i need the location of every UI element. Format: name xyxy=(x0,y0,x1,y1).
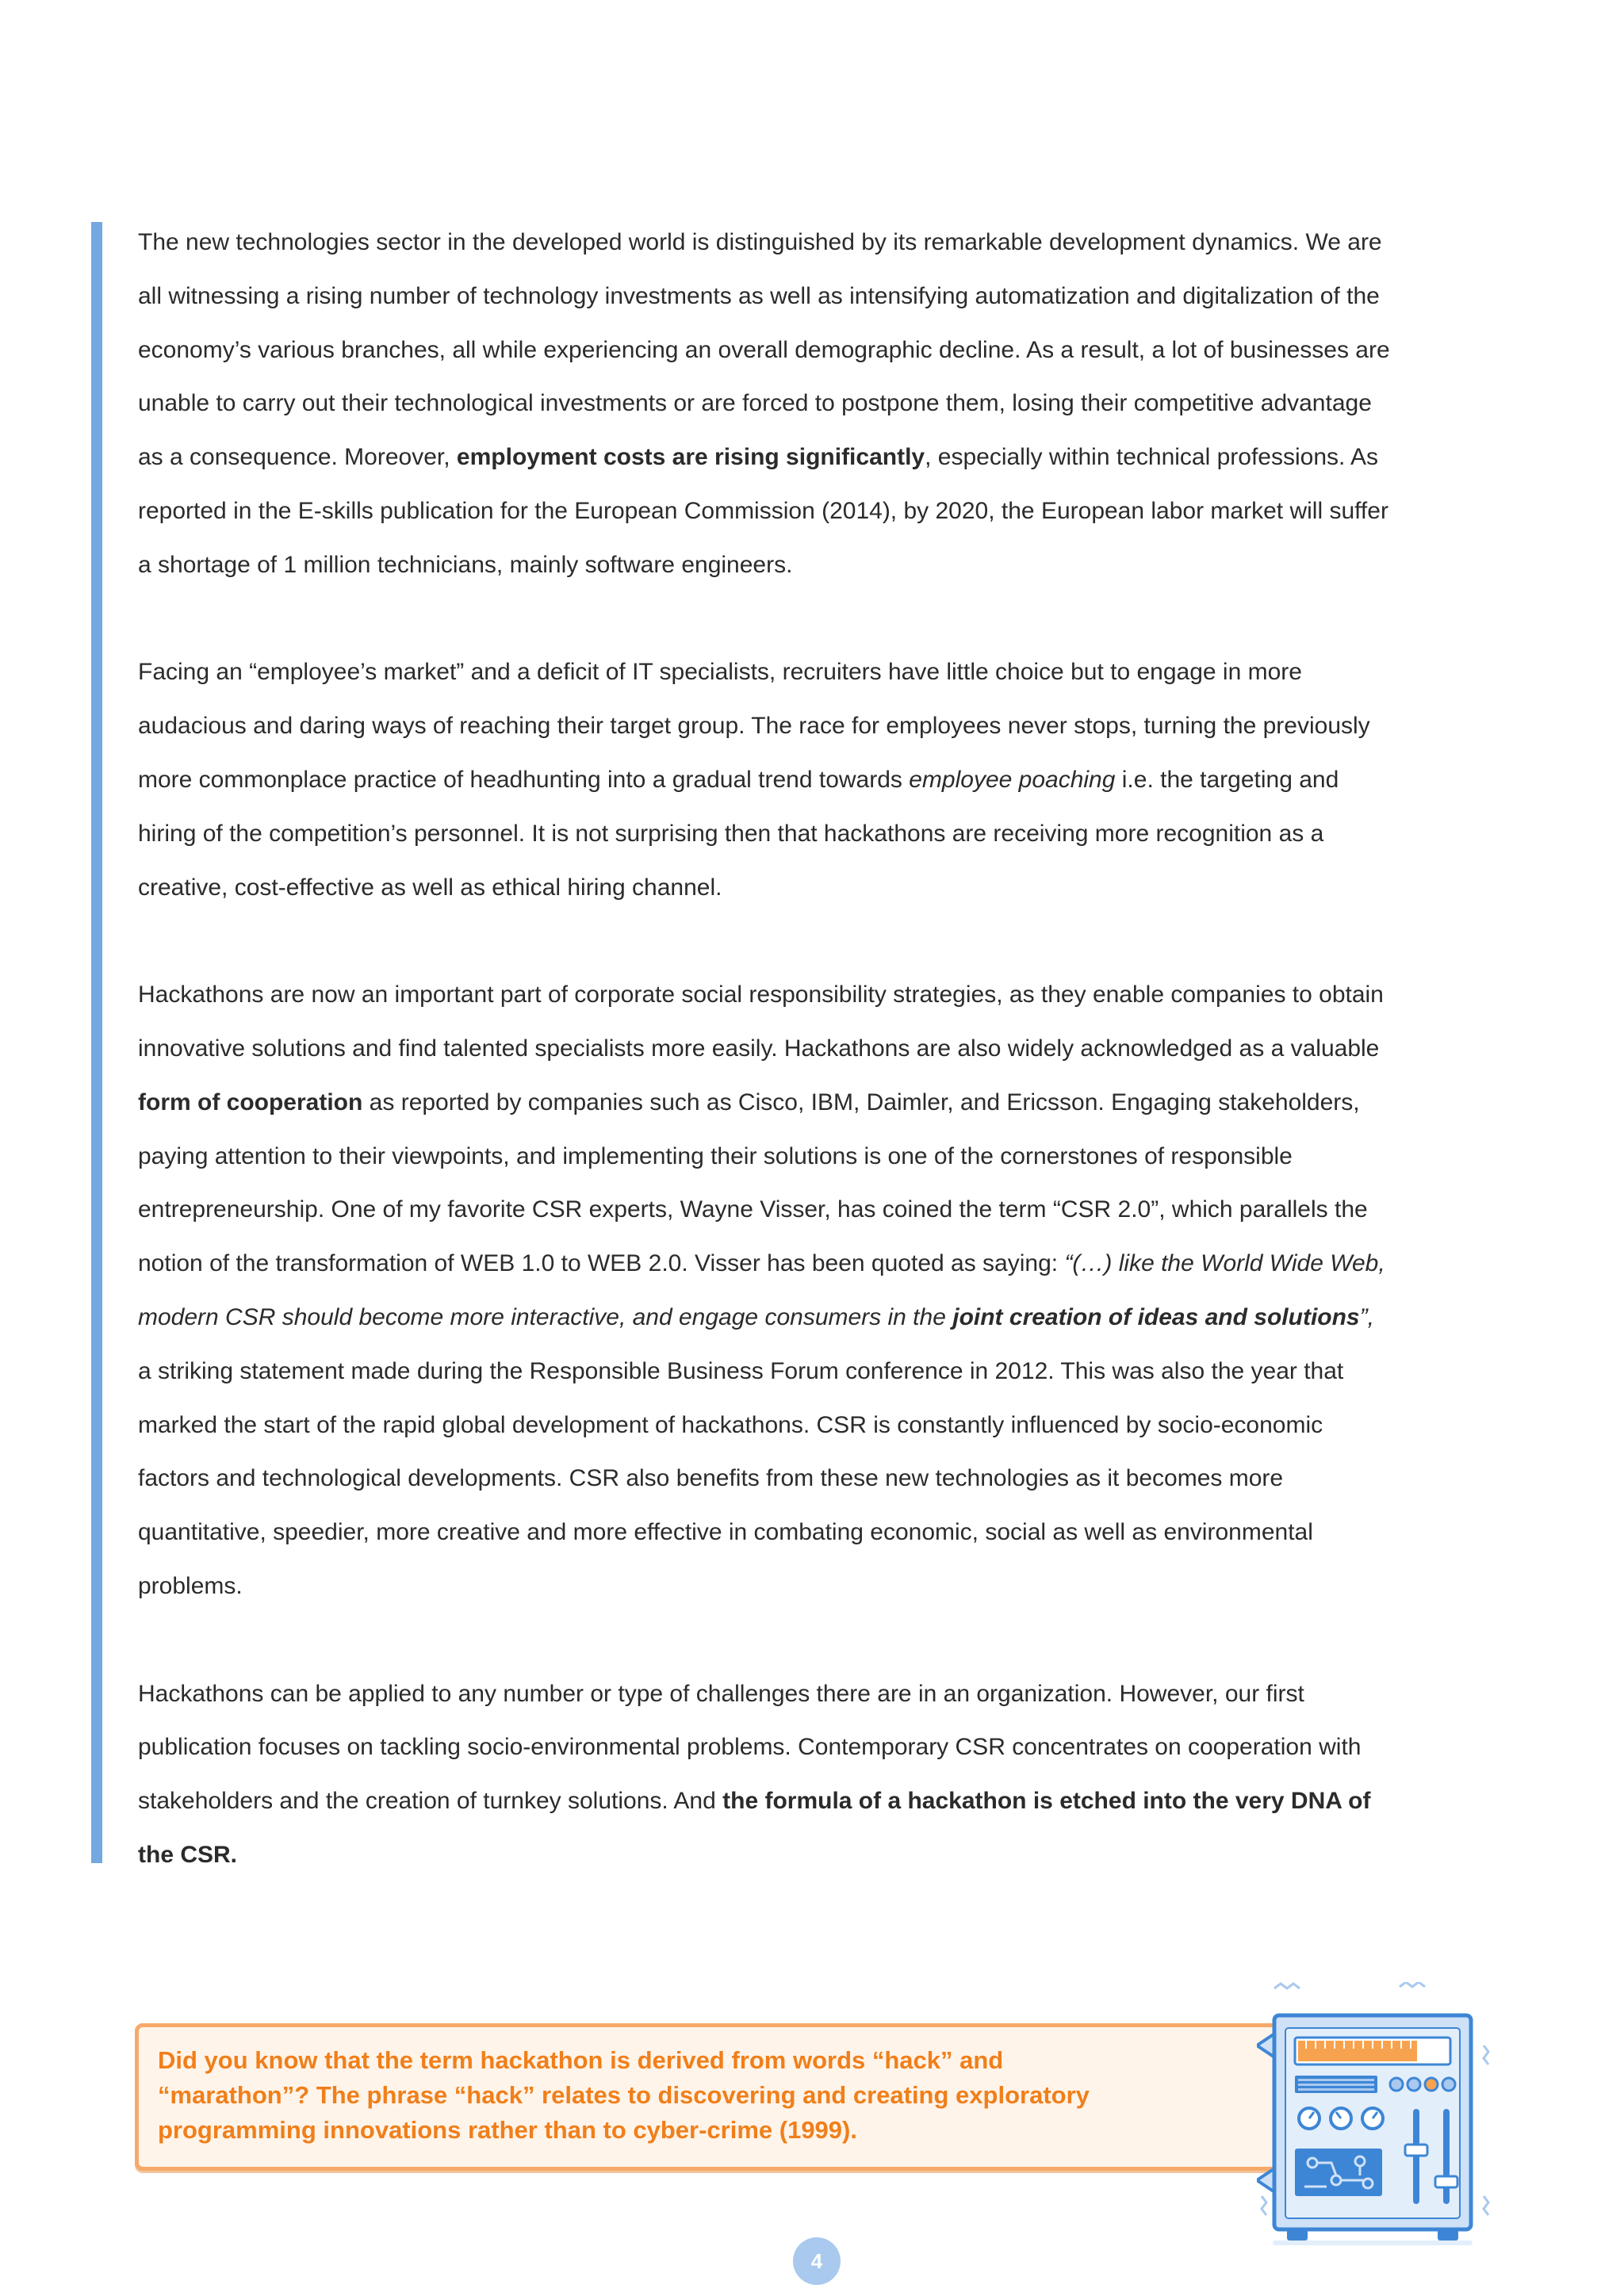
machine-shadow xyxy=(1273,2241,1473,2245)
paragraph-3-emphasis: form of cooperation xyxy=(138,1089,363,1115)
indicator-light xyxy=(1408,2078,1420,2091)
slider-knob xyxy=(1435,2176,1457,2187)
paragraph-3-text-b: as reported by companies such as Cisco, IBM, Daimler, and Ericsson. Engaging stakeholders, paying attention to their viewpoints, and implementing their solutions is one of the cornerstones of responsible entrepreneurship. One of my favorite CSR experts, Wayne Visser, has coined the term “CSR 2.0”, which parallels the notion of the transformation of WEB 1.0 to WEB 2.0. Visser has been quoted as saying: xyxy=(138,1089,1368,1277)
paragraph-3-text-c: a striking statement made during the Responsible Business Forum conference in 2012. This was also the year that marked the start of the rapid global development of hackathons. CSR is constantly influenced by socio-economic factors and technological developments. CSR also benefits from these new technologies as it becomes more quantitative, speedier, more creative and more effective in combating economic, social as well as environmental problems. xyxy=(138,1357,1344,1599)
squiggle-decoration xyxy=(1484,2045,1488,2064)
article-body xyxy=(138,216,1518,1882)
paragraph-3 xyxy=(138,968,1518,1613)
page-number-badge: 4 xyxy=(793,2237,841,2285)
paragraph-4-text-a: Hackathons can be applied to any number or type of challenges there are in an organization. However, our first publication focuses on tackling socio-environmental problems. Contemporary CSR concentrates on cooperation with stakeholders and the creation of turnkey solutions. And xyxy=(138,1680,1362,1815)
paragraph-2-text-b: i.e. the targeting and hiring of the competition’s personnel. It is not surprising then that hackathons are receiving more recognition as a creative, cost-effective as well as ethical hiring channel. xyxy=(138,766,1339,901)
paragraph-2-italic: employee poaching xyxy=(909,766,1116,793)
squiggle-decoration xyxy=(1484,2196,1488,2215)
indicator-light xyxy=(1390,2078,1403,2091)
paragraph-3-text-a: Hackathons are now an important part of corporate social responsibility strategies, as they enable companies to obtain innovative solutions and find talented specialists more easily. Hackathons are also widely acknowledged as a valuable xyxy=(138,982,1384,1062)
squiggle-decoration xyxy=(1262,2196,1266,2215)
paragraph-3-quote: “(…) like the World Wide Web, modern CSR should become more interactive, and engage consumers in the xyxy=(138,1250,1385,1330)
callout-text: Did you know that the term hackathon is derived from words “hack” and “marathon”? The phrase “hack” relates to discovering and creating exploratory programming innovations rather than to cyber-crime (1999). xyxy=(158,2046,1090,2144)
squiggle-decoration xyxy=(1400,1982,1425,1987)
grille-holes xyxy=(1298,2079,1374,2091)
paragraph-2 xyxy=(138,645,1518,914)
left-accent-bar xyxy=(91,222,102,1863)
paragraph-3-quote-emphasis: joint creation of ideas and solutions xyxy=(952,1303,1360,1330)
slider-knob xyxy=(1405,2145,1427,2156)
did-you-know-callout xyxy=(135,2023,1289,2171)
machine-foot xyxy=(1287,2229,1308,2241)
squiggle-decoration xyxy=(1274,1984,1300,1988)
paragraph-3-quote-end: ”, xyxy=(1359,1303,1374,1330)
indicator-light xyxy=(1425,2078,1438,2091)
paragraph-2-text-a: Facing an “employee’s market” and a deficit of IT specialists, recruiters have little choice but to engage in more audacious and daring ways of reaching their target group. The race for employees never stops, turning the previously more commonplace practice of headhunting into a gradual trend towards xyxy=(138,659,1370,793)
paragraph-1-text-a: The new technologies sector in the developed world is distinguished by its remarkable development dynamics. We are all witnessing a rising number of technology investments as well as intensifying automatization and digitalization of the economy’s various branches, all while experiencing an overall demographic decline. As a result, a lot of businesses are unable to carry out their technological investments or are forced to postpone them, losing their competitive advantage as a consequence. Moreover, xyxy=(138,229,1390,471)
paragraph-1 xyxy=(138,216,1518,592)
paragraph-4-emphasis: the formula of a hackathon is etched into the very DNA of the CSR. xyxy=(138,1788,1371,1868)
machine-foot xyxy=(1438,2229,1458,2241)
paragraph-1-text-b: , especially within technical professions. As reported in the E-skills publication for the European Commission (2014), by 2020, the European labor market will suffer a shortage of 1 million technicians, mainly software engineers. xyxy=(138,444,1388,578)
hacking-machine-icon xyxy=(1257,1982,1495,2252)
paragraph-1-emphasis: employment costs are rising significantly xyxy=(456,444,925,471)
indicator-light xyxy=(1442,2078,1455,2091)
paragraph-4 xyxy=(138,1667,1518,1882)
slider-track xyxy=(1443,2109,1450,2204)
